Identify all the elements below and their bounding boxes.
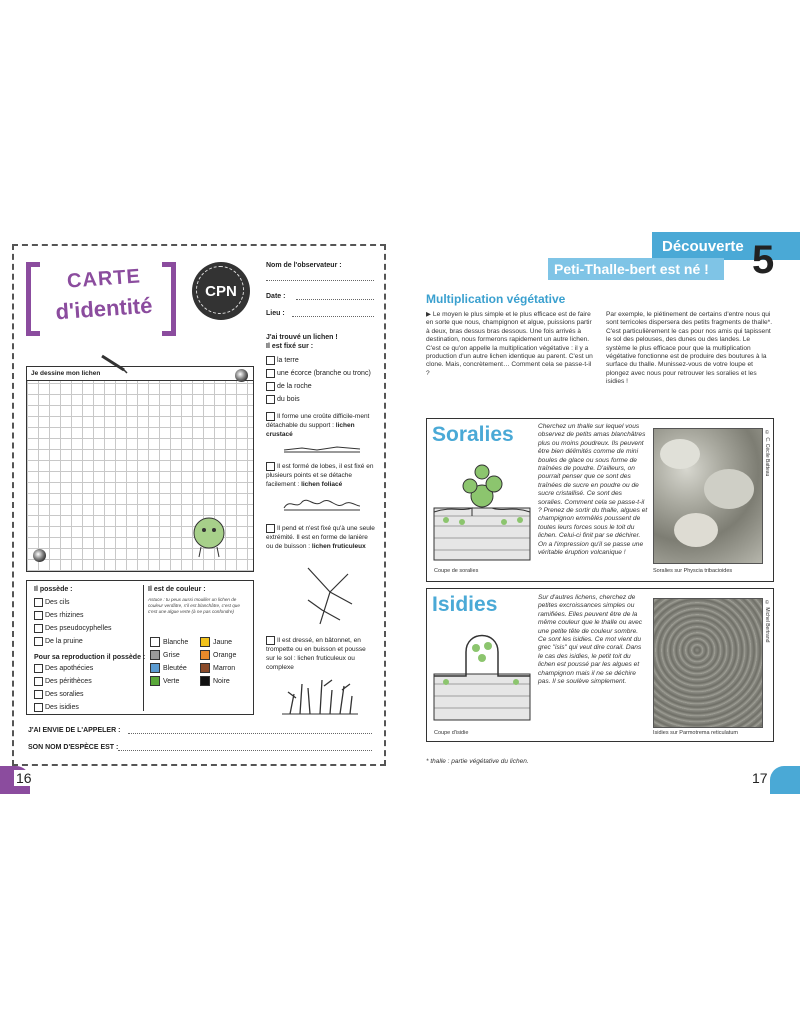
heading: Multiplication végétative xyxy=(426,292,566,306)
cpn-logo-text: CPN xyxy=(205,282,237,300)
pencil-icon xyxy=(100,352,128,374)
color-swatch xyxy=(200,637,210,647)
espece-line[interactable] xyxy=(118,750,372,751)
color-option[interactable] xyxy=(150,662,187,675)
repro-title: Pour sa reproduction il possède : xyxy=(34,654,146,661)
repro-item: Des apothécies xyxy=(45,665,94,672)
foliose-text: Il est formé de lobes, il est fixé en plusieurs points et se détache facilement : xyxy=(266,463,374,489)
intro-column-2: Par exemple, le piétinement de certains d'entre nous qui sont terricoles dispersera des petits fragments de thalle*. C'est particulièrement le cas pour nos amis qui tapissent le sol des pelouses, des dunes ou des landes. Le système le plus efficace pour que la multiplication végétative fonctionne est de produire des boutures à la surface du thalle. Munissez-vous de votre loupe et plongez avec nous pour retrouver les soralies et les isidies ! xyxy=(606,311,773,386)
possede-title: Il possède : xyxy=(34,586,73,593)
lichen-mascot-icon xyxy=(189,513,229,559)
fixed-option: du bois xyxy=(277,396,300,403)
soralies-diagram xyxy=(432,456,532,562)
isidies-credit: © Michel Bertrand xyxy=(764,600,770,643)
foliose-name: lichen foliacé xyxy=(301,481,343,489)
possede-item: Des rhizines xyxy=(45,612,84,619)
fixed-on-label: Il est fixé sur : xyxy=(266,343,314,350)
color-swatch xyxy=(200,676,210,686)
checkbox[interactable] xyxy=(34,611,43,620)
color-option[interactable] xyxy=(150,675,179,688)
appeler-label: J'AI ENVIE DE L'APPELER : xyxy=(28,727,121,734)
checkbox[interactable] xyxy=(34,598,43,607)
soralies-text: Cherchez un thalle sur lequel vous observez de petits amas blanchâtres plus ou moins poudreux. Ils peuvent être bien délimités comme de mini boules de glace ou sous forme de traînées de poudre. D'ailleurs, on pourrait penser que ce sont des traînées de sucre en poudre ou de sucre cristallisé. Ce sont des soralies. Comment cela se passe-t-il ? Prenez de sortir du thalle, algues et champignon emmêlés poussent de toutes leurs forces sous le toit du lichen. Celui-ci finit par se déchirer. On a l'impression qu'il se passe une véritable éruption volcanique ! xyxy=(538,423,648,557)
color-label: Orange xyxy=(213,652,237,659)
color-option[interactable] xyxy=(200,649,236,662)
checkbox[interactable] xyxy=(266,412,275,421)
checkbox[interactable] xyxy=(266,395,275,404)
isidies-title: Isidies xyxy=(432,593,498,616)
isidies-photo xyxy=(653,598,763,728)
color-label: Grise xyxy=(163,652,180,659)
page-number-left xyxy=(0,766,30,794)
page-number-right-text: 17 xyxy=(752,770,768,786)
checkbox[interactable] xyxy=(266,369,275,378)
crustose-text: Il forme une croûte difficile-ment détachable du support : xyxy=(266,413,370,430)
couleur-title: Il est de couleur : xyxy=(148,586,206,593)
soralies-photo xyxy=(653,428,763,564)
possede-item: Des pseudocyphelles xyxy=(45,625,112,632)
crustose-drawing xyxy=(282,440,362,454)
checkbox[interactable] xyxy=(266,382,275,391)
fixed-option: la terre xyxy=(277,357,299,364)
foliose-drawing xyxy=(282,496,362,512)
upright-drawing xyxy=(280,674,360,716)
date-line[interactable] xyxy=(296,299,374,300)
checkbox[interactable] xyxy=(34,690,43,699)
isidies-diagram xyxy=(432,622,532,722)
found-title: J'ai trouvé un lichen ! xyxy=(266,334,338,341)
color-swatch xyxy=(150,650,160,660)
section-number: 5 xyxy=(752,238,775,282)
color-option[interactable] xyxy=(200,675,230,688)
date-label: Date : xyxy=(266,293,286,300)
possede-item: Des cils xyxy=(45,599,70,606)
checkbox[interactable] xyxy=(34,664,43,673)
foliose-option xyxy=(266,462,376,489)
soralies-caption-photo: Soralies sur Physcia tribacioides xyxy=(653,568,733,574)
crustose-name: lichen crustacé xyxy=(266,422,355,439)
section-tab xyxy=(652,232,800,260)
cpn-logo xyxy=(192,262,250,320)
fruticose-drawing xyxy=(300,564,360,628)
repro-item: Des soralies xyxy=(45,691,84,698)
color-option[interactable] xyxy=(150,636,188,649)
lieu-label: Lieu : xyxy=(266,310,285,317)
crustose-option xyxy=(266,412,376,439)
checkbox[interactable] xyxy=(266,462,275,471)
color-label: Noire xyxy=(213,678,230,685)
repro-item: Des périthèces xyxy=(45,678,92,685)
section-label: Découverte xyxy=(662,238,744,255)
carte-title-line2: d'identité xyxy=(54,292,154,325)
possede-list xyxy=(34,596,112,648)
checkbox[interactable] xyxy=(266,524,275,533)
page-number-left-text: 16 xyxy=(16,770,32,786)
checkbox[interactable] xyxy=(34,677,43,686)
couleur-note: Astuce : tu peux aussi mouiller un lichen de couleur verdâtre, s'il est blanchâtre, c'est que c'est une algue verte (à ne pas confondre) xyxy=(148,597,240,614)
observer-label: Nom de l'observateur : xyxy=(266,262,342,269)
color-label: Bleutée xyxy=(163,665,187,672)
fruticose-option xyxy=(266,524,376,551)
checkbox[interactable] xyxy=(34,637,43,646)
page-number-right xyxy=(752,766,800,794)
checkbox[interactable] xyxy=(266,636,275,645)
color-swatch xyxy=(150,676,160,686)
subtitle: Peti-Thalle-bert est né ! xyxy=(554,261,709,277)
color-swatch xyxy=(150,663,160,673)
color-swatch xyxy=(150,637,160,647)
carte-identite-title xyxy=(26,262,176,340)
lieu-line[interactable] xyxy=(292,316,374,317)
color-option[interactable] xyxy=(200,662,235,675)
color-option[interactable] xyxy=(150,649,180,662)
checkbox[interactable] xyxy=(266,356,275,365)
repro-item: Des isidies xyxy=(45,704,79,711)
fixed-on-list xyxy=(266,354,371,406)
color-label: Verte xyxy=(163,678,180,685)
upright-text: Il est dressé, en bâtonnet, en trompette ou en buisson et pousse sur le sol : lichen fruticuleux ou complexe xyxy=(266,637,366,672)
color-label: Jaune xyxy=(213,639,233,646)
observer-line[interactable] xyxy=(266,280,374,281)
color-swatch xyxy=(200,650,210,660)
espece-label: SON NOM D'ESPÈCE EST : xyxy=(28,744,119,751)
fruticose-name: lichen fruticuleux xyxy=(311,543,366,551)
intro-column-1: ▶ Le moyen le plus simple et le plus efficace est de faire en sorte que nous, champignon et algue, puissions partir à deux, bras dessus bras dessous. Une fois arrivés à destination, nous formerons rapidement un autre lichen. C'est ce qu'on appelle la multiplication végétative : il y a production d'un autre lichen identique au parent. C'est un clone. Mais, concrètement… Comment cela se passe-t-il ? xyxy=(426,311,593,377)
possede-item: De la pruine xyxy=(45,638,83,645)
pin-icon xyxy=(235,369,248,382)
fixed-option: de la roche xyxy=(277,383,312,390)
fruticose-text: Il pend et n'est fixé qu'à une seule extrémité. Il est en forme de lanière ou de buisson : xyxy=(266,525,375,551)
pin-icon xyxy=(33,549,46,562)
checkbox[interactable] xyxy=(34,703,43,712)
color-label: Marron xyxy=(213,665,236,672)
drawing-grid[interactable] xyxy=(26,366,254,572)
drawing-label: Je dessine mon lichen xyxy=(27,367,253,381)
subtitle-banner xyxy=(548,258,724,280)
soralies-credit: © C. Cécile Batteau xyxy=(764,430,770,477)
color-swatch xyxy=(200,663,210,673)
soralies-caption-diagram: Coupe de soralies xyxy=(434,568,479,574)
repro-list xyxy=(34,662,93,714)
isidies-caption-photo: Isidies sur Parmotrema reticulatum xyxy=(653,730,738,736)
appeler-line[interactable] xyxy=(128,733,372,734)
carte-title-line1: CARTE xyxy=(66,265,142,293)
color-option[interactable] xyxy=(200,636,232,649)
footnote: * thalle : partie végétative du lichen. xyxy=(426,758,529,765)
soralies-title: Soralies xyxy=(432,423,514,446)
checkbox[interactable] xyxy=(34,624,43,633)
color-label: Blanche xyxy=(163,639,189,646)
fixed-option: une écorce (branche ou tronc) xyxy=(277,370,371,377)
isidies-text: Sur d'autres lichens, cherchez de petites excroissances simples ou ramifiées. Elles peuvent être de la même couleur que le thalle ou avec une petite tête de couleur sombre. Ce sont les isidies. Ce mot vient du grec "isis" qui veut dire corail. Dans le cas des isidies, le petit toit du lichen est poussé par les algues et champignon mais il ne se déchire pas. Il se soulève simplement. xyxy=(538,594,643,686)
upright-option xyxy=(266,636,376,672)
isidies-caption-diagram: Coupe d'isidie xyxy=(434,730,469,736)
